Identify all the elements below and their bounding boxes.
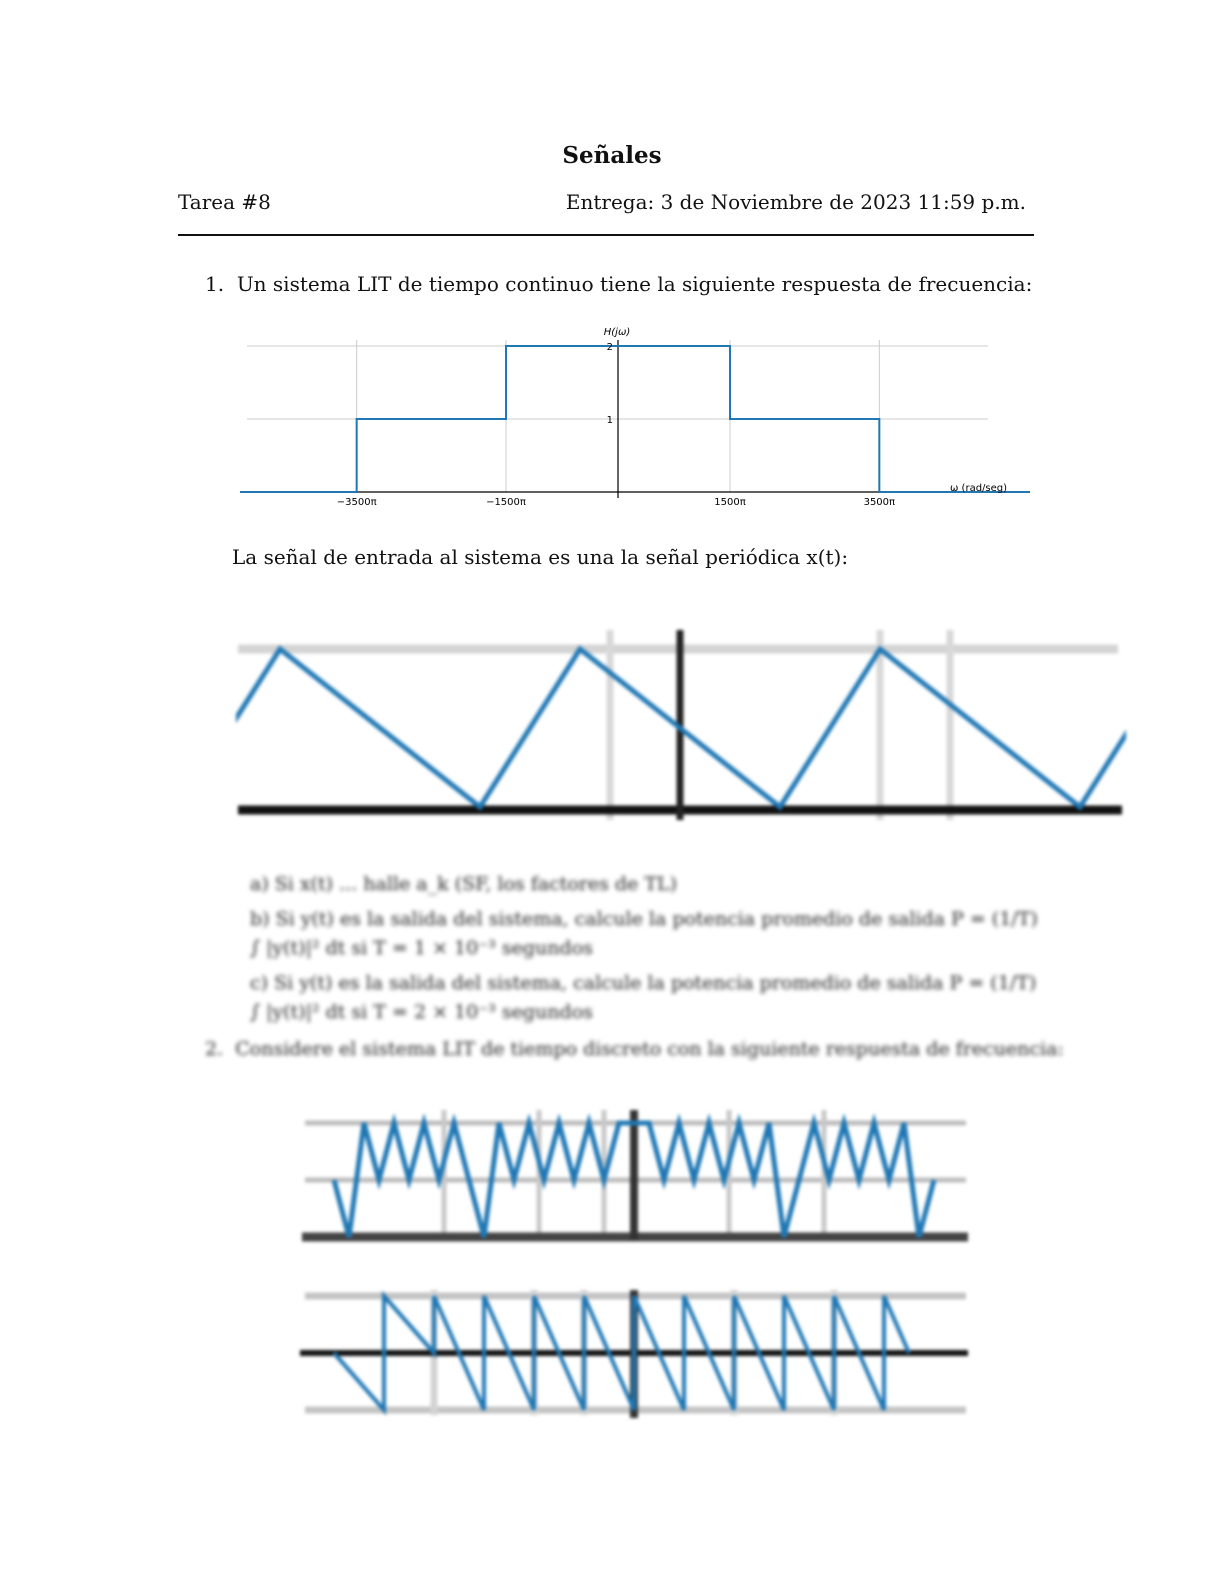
problem-1-number: 1. [205, 272, 225, 296]
magnitude-chart [298, 1098, 970, 1248]
problem-2-statement [205, 1038, 1064, 1060]
homework-label: Tarea #8 [178, 190, 271, 214]
chart3-grid [302, 1110, 968, 1240]
input-signal-text: La señal de entrada al sistema es una la señal periódica x(t): [232, 545, 849, 569]
chart1-ylabel: H(jω) [603, 327, 631, 338]
problem-2-number: 2. [205, 1038, 224, 1060]
problem-1-parts [250, 870, 1050, 1033]
chart1-xtick-label: −3500π [336, 497, 377, 508]
chart1-xlabel: ω (rad/seg) [950, 483, 1008, 494]
part-c: c) Si y(t) es la salida del sistema, calcule la potencia promedio de salida P = (1/T) ∫ |y(t)|² dt si T = 2 × 10⁻³ segundos [250, 972, 1037, 1023]
phase-chart [298, 1275, 970, 1423]
problem-1-text: Un sistema LIT de tiempo continuo tiene la siguiente respuesta de frecuencia: [236, 272, 1033, 296]
problem-1-statement [205, 272, 1032, 296]
frequency-response-chart [240, 318, 1030, 518]
chart1-xtick-label: 3500π [863, 497, 896, 508]
input-signal-chart [236, 625, 1126, 835]
header-rule [178, 234, 1034, 236]
chart1-ytick-label: 2 [606, 342, 613, 353]
due-date: Entrega: 3 de Noviembre de 2023 11:59 p.m. [565, 190, 1026, 214]
part-a: a) Si x(t) ... halle a_k (SF, los factores de TL) [250, 873, 678, 895]
part-b: b) Si y(t) es la salida del sistema, calcule la potencia promedio de salida P = (1/T) ∫ |y(t)|² dt si T = 1 × 10⁻³ segundos [250, 908, 1038, 959]
chart1-tick-labels [337, 342, 895, 508]
problem-2-text: Considere el sistema LIT de tiempo discreto con la siguiente respuesta de frecuencia: [235, 1038, 1064, 1060]
chart1-xtick-label: −1500π [486, 497, 526, 508]
chart1-ytick-label: 1 [606, 415, 613, 426]
page-title: Señales [562, 142, 662, 169]
chart1-xtick-label: 1500π [714, 497, 746, 508]
